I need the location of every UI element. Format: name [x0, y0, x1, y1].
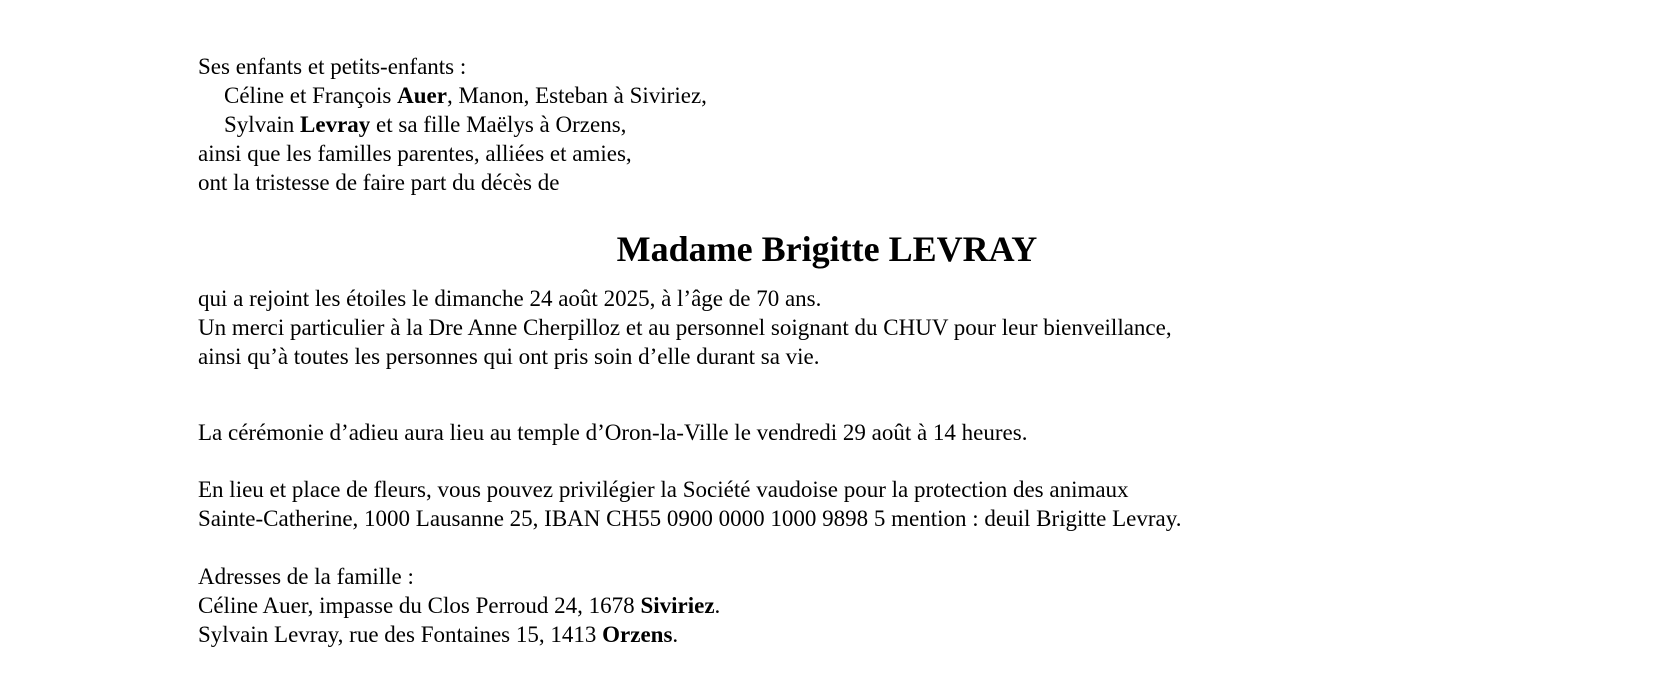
address-levray — [198, 620, 1598, 649]
tribute-line-care: ainsi qu’à toutes les personnes qui ont pris soin d’elle durant sa vie. — [198, 344, 820, 369]
address-auer-town: Siviriez — [640, 593, 715, 618]
addresses-heading: Adresses de la famille : — [198, 564, 414, 589]
deceased-name: Madame Brigitte LEVRAY — [616, 229, 1038, 269]
intro-levray-pre: Sylvain — [224, 112, 301, 137]
ceremony-line: La cérémonie d’adieu aura lieu au temple d’Oron-la-Ville le vendredi 29 août à 14 heures. — [198, 420, 1028, 445]
tribute-block — [198, 284, 1598, 371]
addresses-block — [198, 562, 1598, 649]
tribute-line-date: qui a rejoint les étoiles le dimanche 24 août 2025, à l’âge de 70 ans. — [198, 286, 822, 311]
address-auer-post: . — [714, 593, 721, 618]
address-auer-pre: Céline Auer, impasse du Clos Perroud 24, 1678 — [198, 593, 641, 618]
donation-line-society: En lieu et place de fleurs, vous pouvez privilégier la Société vaudoise pour la protection des animaux — [198, 477, 1129, 502]
intro-line-levray — [198, 110, 1598, 139]
address-levray-post: . — [672, 622, 679, 647]
intro-levray-name: Levray — [300, 112, 371, 137]
address-levray-pre: Sylvain Levray, rue des Fontaines 15, 1413 — [198, 622, 603, 647]
address-levray-town: Orzens — [602, 622, 673, 647]
donation-block — [198, 475, 1598, 533]
intro-auer-pre: Céline et François — [224, 83, 398, 108]
intro-line-auer — [198, 81, 1598, 110]
address-auer — [198, 591, 1598, 620]
intro-line-announcement: ont la tristesse de faire part du décès de — [198, 170, 560, 195]
donation-line-iban: Sainte-Catherine, 1000 Lausanne 25, IBAN CH55 0900 0000 1000 9898 5 mention : deuil Brigitte Levray. — [198, 506, 1182, 531]
intro-line-families: ainsi que les familles parentes, alliées et amies, — [198, 141, 632, 166]
intro-auer-name: Auer — [397, 83, 447, 108]
intro-line-children: Ses enfants et petits-enfants : — [198, 54, 467, 79]
intro-auer-post: , Manon, Esteban à Siviriez, — [446, 83, 707, 108]
intro-levray-post: et sa fille Maëlys à Orzens, — [370, 112, 627, 137]
intro-block — [198, 52, 1598, 197]
ceremony-block — [198, 418, 1598, 447]
tribute-line-thanks: Un merci particulier à la Dre Anne Cherpilloz et au personnel soignant du CHUV pour leur bienveillance, — [198, 315, 1172, 340]
